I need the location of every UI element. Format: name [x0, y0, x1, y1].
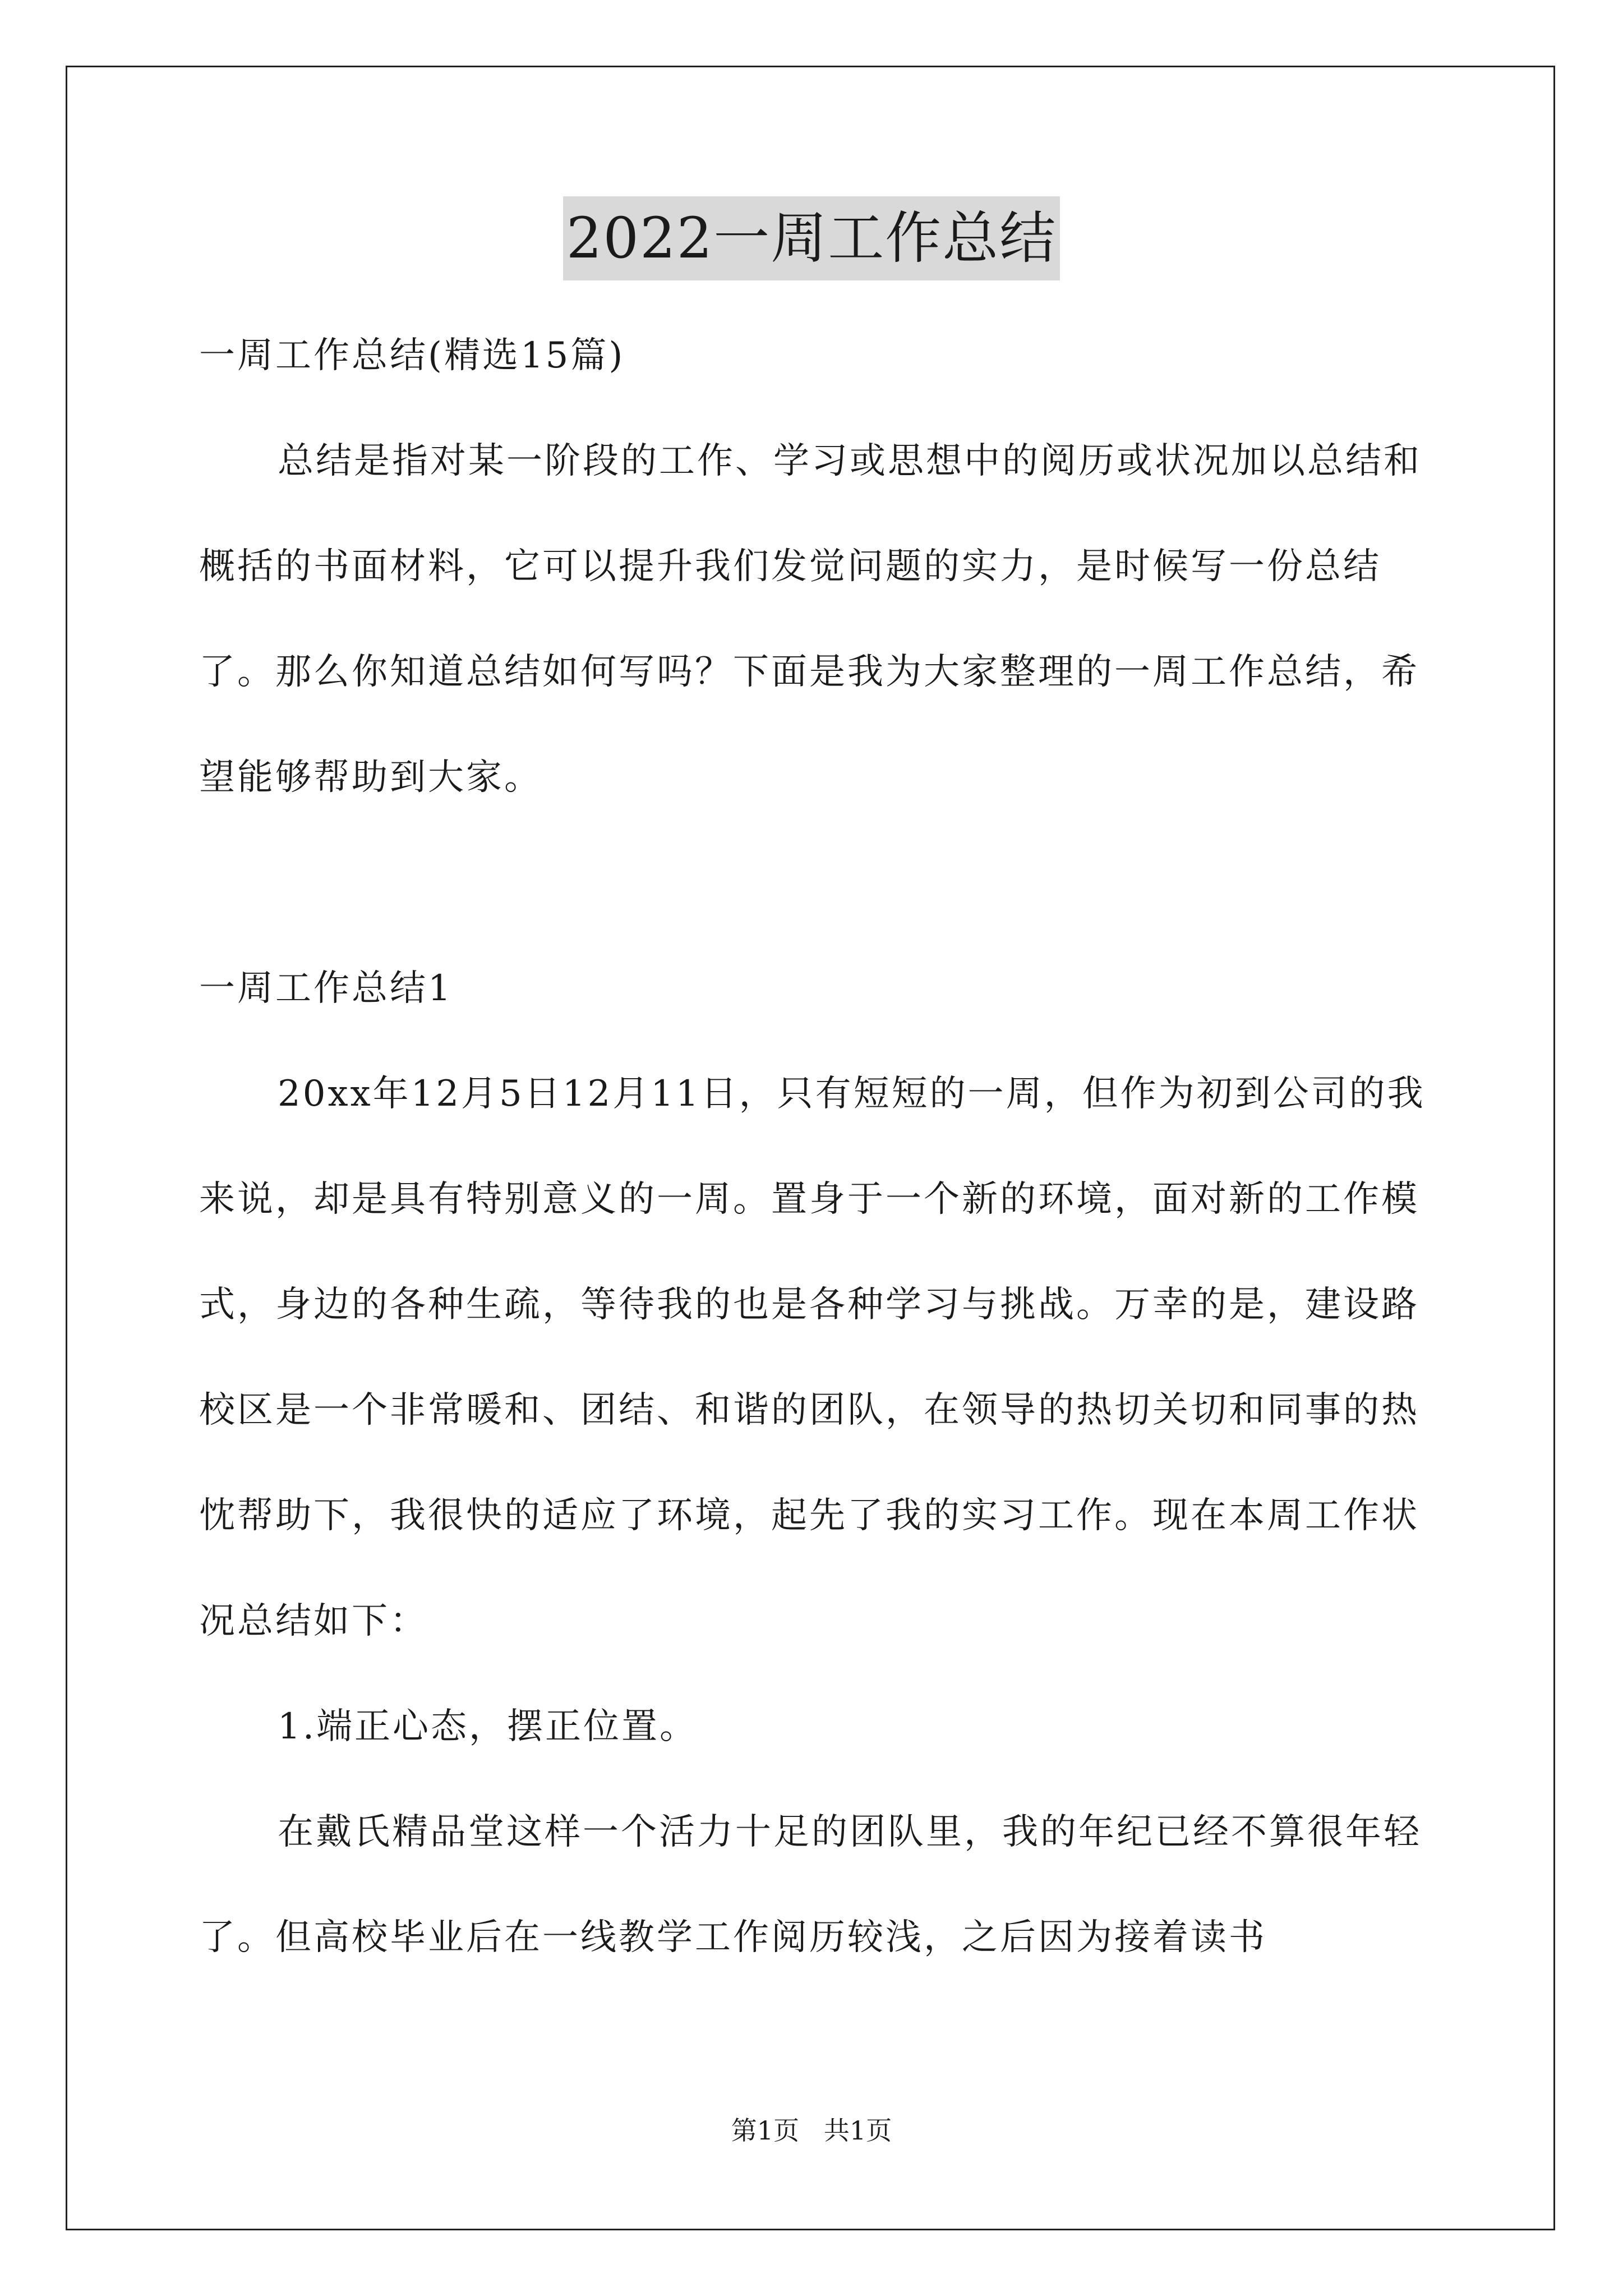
body-paragraph: 在戴氏精品堂这样一个活力十足的团队里，我的年纪已经不算很年轻了。但高校毕业后在一线教学工作阅历较浅，之后因为接着读书: [199, 1811, 1422, 1958]
intro-paragraph: 总结是指对某一阶段的工作、学习或思想中的阅历或状况加以总结和概括的书面材料，它可以提升我们发觉问题的实力，是时候写一份总结了。那么你知道总结如何写吗？下面是我为大家整理的一周工作总结，希望能够帮助到大家。: [199, 440, 1422, 798]
title-container: [0, 196, 1623, 280]
section-paragraph: 20xx年12月5日12月11日，只有短短的一周，但作为初到公司的我来说，却是具有特别意义的一周。置身于一个新的环境，面对新的工作模式，身边的各种生疏，等待我的也是各种学习与挑战。万幸的是，建设路校区是一个非常暖和、团结、和谐的团队，在领导的热切关切和同事的热忱帮助下，我很快的适应了环境，起先了我的实习工作。现在本周工作状况总结如下：: [199, 1073, 1426, 1642]
document-body: [199, 303, 1436, 1990]
subtitle-line: 一周工作总结(精选15篇): [199, 335, 625, 376]
document-title: 2022一周工作总结: [563, 196, 1061, 280]
page-footer: 第1页 共1页: [731, 2115, 892, 2146]
list-item-heading: 1.端正心态，摆正位置。: [278, 1706, 698, 1747]
paragraph-spacer: [199, 830, 1436, 936]
section-heading: 一周工作总结1: [199, 968, 453, 1009]
